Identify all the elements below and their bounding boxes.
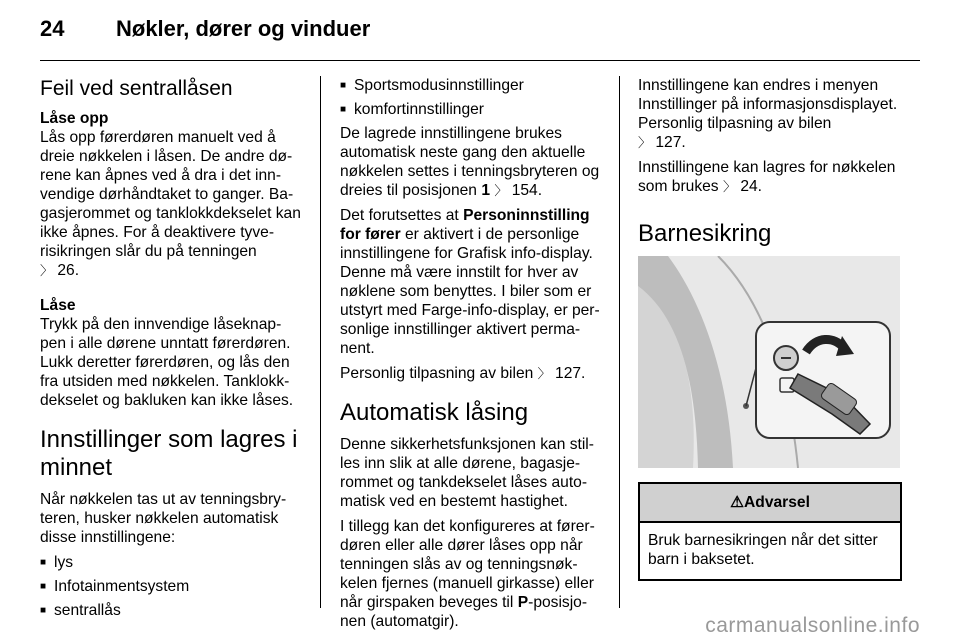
watermark: carmanualsonline.info (705, 614, 920, 637)
ref-arrow-icon: 〉 (638, 135, 652, 150)
ref-arrow-icon: 〉 (722, 179, 736, 194)
list-item: ■ Infotainmentsystem (40, 577, 302, 596)
paragraph: Personlig tilpasning av bilen 〉 127. (340, 365, 586, 382)
page-ref[interactable]: 26. (57, 262, 80, 279)
subheading-unlock: Låse opp (40, 110, 109, 127)
section-title: Automatisk låsing (340, 399, 529, 426)
page-ref[interactable]: 154. (511, 182, 543, 199)
column-2 (340, 76, 602, 637)
paragraph: Innstillingene kan lagres for nøkkelen som brukes 〉 24. (638, 159, 896, 195)
ref-arrow-icon: 〉 (537, 366, 551, 381)
door-lock-illustration-icon (638, 256, 900, 468)
paragraph: Når nøkkelen tas ut av tenningsbryteren, husker nøkkelen automatisk disse innstillingene: (40, 491, 287, 546)
warning-heading: Advarsel (744, 494, 810, 511)
page-ref[interactable]: 127. (655, 134, 686, 151)
list-item: ■ lys (40, 553, 302, 572)
column-divider (320, 76, 321, 608)
subheading-lock: Låse (40, 297, 76, 314)
warning-header (640, 484, 900, 523)
chapter-title: Nøkler, dører og vinduer (116, 16, 371, 41)
paragraph: De lagrede innstillingene brukes automatisk neste gang den aktuelle nøkkelen settes i tenningsbryteren og dreies til posisjonen 1 〉 154. (340, 125, 600, 199)
bullet-list (40, 553, 302, 620)
section-title: Barnesikring (638, 220, 772, 247)
paragraph: I tillegg kan det konfigureres at førerdøren eller alle dører låses opp når tenningen slås av og tenningsnøkkelen fjernes (manuell girkasse) eller når girspaken beveges til P-posisjonen (automatgir). (340, 518, 595, 630)
child-lock-illustration (638, 256, 900, 468)
warning-icon: ⚠ (730, 494, 745, 511)
section-title: Feil ved sentrallåsen (40, 77, 233, 100)
paragraph: Lås opp førerdøren manuelt ved å dreie nøkkelen i låsen. De andre dørene kan åpnes ved å dra i det innvendige dørhåndtaket to ganger. Bagasjerommet og tanklokkdekselet kan ikke åpnes. For å deaktivere tyverisikringen slår du på tenningen 〉 26. (40, 129, 301, 279)
column-1 (40, 76, 302, 625)
warning-text: Bruk barnesikringen når det sitter barn i baksetet. (648, 532, 878, 568)
ref-arrow-icon: 〉 (40, 263, 54, 278)
paragraph: Trykk på den innvendige låseknappen i alle dørene unntatt førerdøren. Lukk deretter førerdøren, og lås den fra utsiden med nøkkelen. Tanklokkdekselet og bakluken kan ikke låses. (40, 316, 294, 409)
bullet-list (340, 76, 602, 119)
list-item: ■ komfortinnstillinger (340, 100, 602, 119)
page-header (40, 16, 920, 52)
list-item: ■ Sportsmodusinnstillinger (340, 76, 602, 95)
paragraph: Denne sikkerhetsfunksjonen kan stilles inn slik at alle dørene, bagasjerommet og tankdekselet låses automatisk ved en bestemt hastighet. (340, 436, 594, 510)
paragraph: Innstillingene kan endres i menyen Innstillinger på informasjonsdisplayet. Personlig tilpasning av bilen 〉 127. (638, 77, 898, 151)
page-ref[interactable]: 127. (555, 365, 586, 382)
paragraph: Det forutsettes at Personinnstilling for fører er aktivert i de personlige innstillingene for Grafisk info-display. Denne må være innstilt for hver av nøklene som benyttes. I biler som er utstyrt med Farge-info-display, er personlige innstillinger aktivert permanent. (340, 207, 600, 357)
column-3 (638, 76, 902, 581)
warning-box (638, 482, 902, 581)
list-item: ■ sentrallås (40, 601, 302, 620)
header-rule (40, 60, 920, 61)
page-number: 24 (40, 16, 65, 41)
section-title: Innstillinger som lagres i minnet (40, 426, 298, 481)
column-divider (619, 76, 620, 608)
ref-arrow-icon: 〉 (494, 183, 508, 198)
page-ref[interactable]: 24. (740, 178, 762, 195)
